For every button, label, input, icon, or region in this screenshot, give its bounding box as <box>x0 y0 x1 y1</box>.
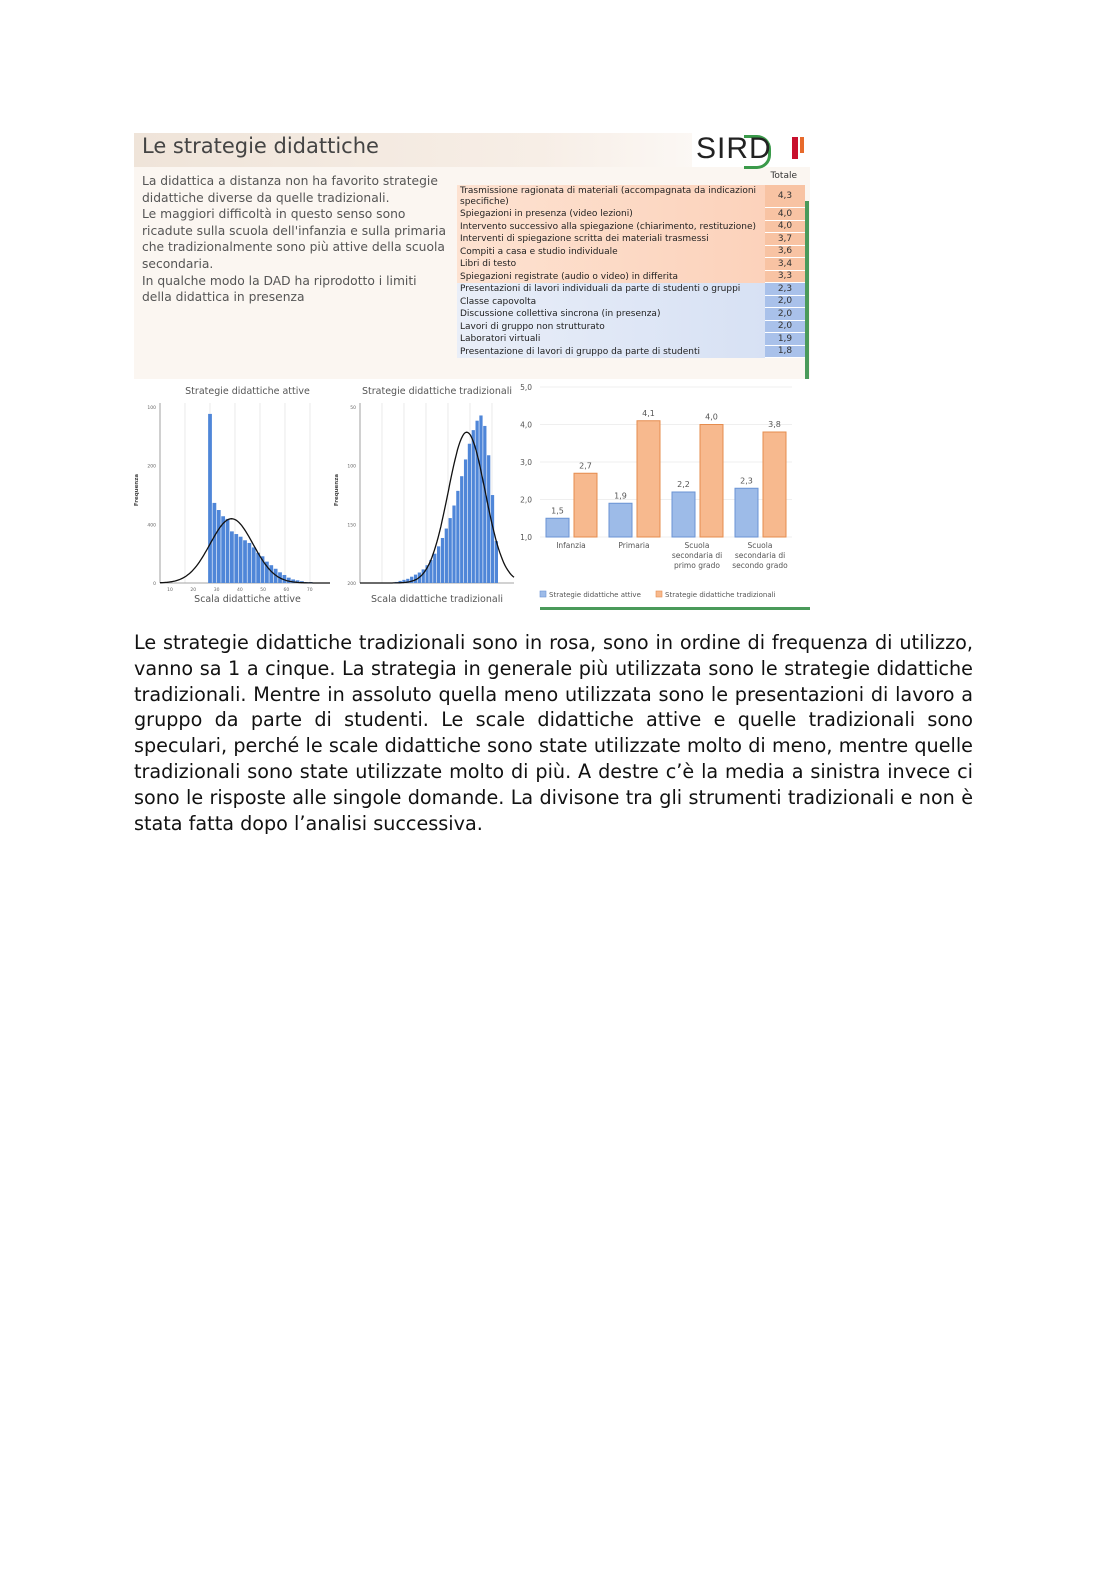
histogram-bar <box>239 537 243 583</box>
category-label: primo grado <box>674 561 720 570</box>
row-label: Spiegazioni in presenza (video lezioni) <box>457 208 765 221</box>
logo-flag-icon <box>792 137 798 159</box>
x-tick-label: 70 <box>306 588 313 593</box>
histogram-bar <box>226 519 230 583</box>
legend-swatch <box>656 591 662 597</box>
row-label: Discussione collettiva sincrona (in presenza) <box>457 308 765 321</box>
x-tick-label: 30 <box>213 588 220 593</box>
bar <box>637 421 660 537</box>
histogram-bar <box>252 547 256 583</box>
histogram-bar <box>243 540 247 583</box>
bar <box>546 518 569 537</box>
x-tick-label: 20 <box>190 588 197 593</box>
y-tick-label: 5,0 <box>520 383 532 392</box>
data-label: 3,8 <box>768 420 781 429</box>
category-label: Infanzia <box>556 541 586 550</box>
row-label: Libri di testo <box>457 258 765 271</box>
legend-swatch <box>540 591 546 597</box>
table-row <box>457 321 805 334</box>
category-label: Scuola <box>684 541 710 550</box>
histogram-bar <box>441 538 444 583</box>
y-tick-label: 200 <box>147 464 156 470</box>
row-value: 1,9 <box>765 333 805 346</box>
y-tick-label: 2,0 <box>520 495 532 505</box>
row-value: 2,3 <box>765 283 805 296</box>
histogram-bar <box>445 529 448 583</box>
row-value: 3,7 <box>765 233 805 246</box>
table-row <box>457 333 805 346</box>
histogram-bar <box>208 414 212 583</box>
histogram-bar <box>464 459 467 583</box>
bar <box>672 492 695 537</box>
intro-line: La didattica a distanza non ha favorito strategie didattiche diverse da quelle tradizionali. <box>142 174 438 205</box>
histogram-bar <box>269 565 273 583</box>
bar <box>700 425 723 538</box>
histogram-bar <box>248 543 252 583</box>
histogram-ylabel: Frequenza <box>134 473 140 507</box>
table-row <box>457 185 805 208</box>
y-tick-label: 50 <box>350 406 356 411</box>
histogram-bar <box>234 534 238 583</box>
logo-flag-icon-2 <box>800 137 804 153</box>
row-value: 3,3 <box>765 271 805 284</box>
histogram-bar <box>221 516 225 583</box>
histogram-bar <box>256 553 260 583</box>
data-label: 2,3 <box>740 476 753 486</box>
row-label: Lavori di gruppo non strutturato <box>457 321 765 334</box>
row-value: 3,4 <box>765 258 805 271</box>
category-label: secondaria di <box>734 551 786 560</box>
histogram-bar <box>460 476 463 583</box>
intro-line: Le maggiori difficoltà in questo senso sono ricadute sulla scuola dell'infanzia e sulla primaria che tradizionalmente sono più attive della scuola secondaria. <box>142 207 447 271</box>
category-label: Scuola <box>747 541 773 550</box>
data-label: 2,7 <box>579 461 592 471</box>
legend-label: Strategie didattiche tradizionali <box>665 591 776 599</box>
histogram-bar <box>479 415 482 583</box>
histogram-bar <box>230 531 234 583</box>
table-rows <box>457 185 805 358</box>
data-label: 4,0 <box>705 412 718 422</box>
x-tick-label: 50 <box>260 588 267 593</box>
x-tick-label: 10 <box>167 588 173 593</box>
table-row <box>457 296 805 309</box>
table-row <box>457 258 805 271</box>
intro-line: In qualche modo la DAD ha riprodotto i limiti della didattica in presenza <box>142 273 417 305</box>
row-label: Intervento successivo alla spiegazione (chiarimento, restituzione) <box>457 221 765 234</box>
histogram-bar <box>468 444 471 583</box>
histogram-bar <box>449 518 452 583</box>
data-label: 1,9 <box>614 491 627 501</box>
y-tick-label: 400 <box>147 523 156 529</box>
y-tick-label: 0 <box>153 582 156 587</box>
y-tick-label: 100 <box>147 406 156 411</box>
row-value: 4,0 <box>765 208 805 221</box>
row-label: Compiti a casa e studio individuale <box>457 246 765 259</box>
charts-svg <box>134 379 810 614</box>
row-value: 3,6 <box>765 246 805 259</box>
row-label: Presentazioni di lavori individuali da parte di studenti o gruppi <box>457 283 765 296</box>
histogram-bar <box>472 430 475 583</box>
row-value: 4,3 <box>765 185 805 208</box>
row-label: Classe capovolta <box>457 296 765 309</box>
y-tick-label: 200 <box>347 582 356 587</box>
table-row <box>457 221 805 234</box>
row-label: Interventi di spiegazione scritta dei materiali trasmessi <box>457 233 765 246</box>
histogram-ylabel: Frequenza <box>334 473 340 507</box>
category-label: secondaria di <box>671 551 723 560</box>
x-tick-label: 40 <box>236 588 243 593</box>
legend-label: Strategie didattiche attive <box>549 591 641 599</box>
data-label: 2,2 <box>677 480 690 489</box>
charts-area <box>134 379 810 614</box>
data-label: 4,1 <box>642 408 655 418</box>
histogram-bar <box>483 426 486 583</box>
y-tick-label: 150 <box>347 523 356 529</box>
row-label: Spiegazioni registrate (audio o video) in differita <box>457 271 765 284</box>
table-row <box>457 246 805 259</box>
bar <box>735 488 758 537</box>
histogram-bar <box>213 503 217 583</box>
row-label: Laboratori virtuali <box>457 333 765 346</box>
y-tick-label: 4,0 <box>520 420 532 430</box>
body-paragraph: Le strategie didattiche tradizionali sono in rosa, sono in ordine di frequenza di utilizzo, vanno sa 1 a cinque. La strategia in generale più utilizzata sono le strategie didattiche tradizionali. Mentre in assoluto quella meno utilizzata sono le presentazioni di lavoro a gruppo da parte di studenti. Le scale didattiche attive e quelle tradizionali sono speculari, perché le scale didattiche sono state utilizzate molto di meno, mentre quelle tradizionali sono state utilizzate molto di più. A destre c’è la media a sinistra invece ci sono le risposte alle singole domande. La divisone tra gli strumenti tradizionali e non è stata fatta dopo l’analisi successiva. <box>134 631 973 835</box>
bar <box>574 473 597 537</box>
row-value: 2,0 <box>765 308 805 321</box>
intro-text <box>142 173 447 306</box>
row-value: 2,0 <box>765 296 805 309</box>
histogram-bar <box>437 546 440 583</box>
row-value: 1,8 <box>765 346 805 359</box>
histogram-bar <box>491 495 494 583</box>
histogram-bar <box>476 421 479 583</box>
histogram-xlabel: Scala didattiche attive <box>194 594 301 605</box>
row-value: 2,0 <box>765 321 805 334</box>
histogram-bar <box>433 554 436 583</box>
category-label: secondo grado <box>732 561 788 570</box>
row-value: 4,0 <box>765 221 805 234</box>
category-label: Primaria <box>618 541 650 550</box>
y-tick-label: 100 <box>347 464 356 470</box>
histogram-xlabel: Scala didattiche tradizionali <box>371 594 503 605</box>
histogram-bar <box>487 455 490 583</box>
data-label: 1,5 <box>551 506 564 516</box>
y-tick-label: 3,0 <box>520 458 532 467</box>
x-tick-label: 60 <box>283 588 290 593</box>
bar <box>609 503 632 537</box>
table-row <box>457 233 805 246</box>
histogram-title: Strategie didattiche tradizionali <box>362 386 512 397</box>
logo-text: SIRD <box>696 133 772 165</box>
table-row <box>457 271 805 284</box>
histogram-title: Strategie didattiche attive <box>185 386 310 397</box>
table-row <box>457 208 805 221</box>
histogram-bar <box>217 510 221 583</box>
strategy-table <box>457 171 805 358</box>
green-border-bottom <box>540 607 810 610</box>
histogram-bar <box>456 491 459 583</box>
slide-title: Le strategie didattiche <box>142 134 379 158</box>
table-row <box>457 346 805 359</box>
y-tick-label: 1,0 <box>520 533 532 542</box>
bar <box>763 432 786 537</box>
sird-logo <box>692 133 810 167</box>
row-label: Trasmissione ragionata di materiali (accompagnata da indicazioni specifiche) <box>457 185 765 208</box>
row-label: Presentazione di lavori di gruppo da parte di studenti <box>457 346 765 359</box>
table-header: Totale <box>770 171 797 181</box>
slide-image <box>134 133 810 614</box>
table-row <box>457 308 805 321</box>
table-row <box>457 283 805 296</box>
histogram-bar <box>452 506 455 583</box>
